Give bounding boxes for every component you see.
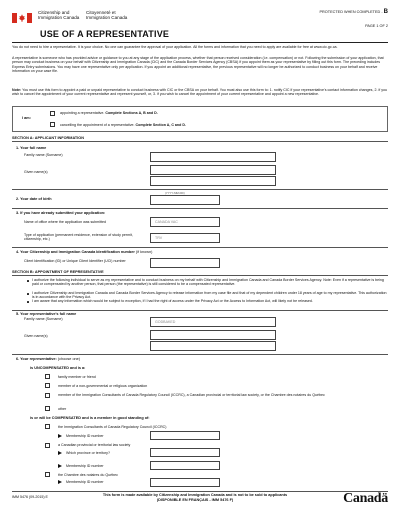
dob-field[interactable] xyxy=(150,195,220,205)
c2-label: a Canadian provincial or territorial law society xyxy=(58,443,131,447)
footer-line-2: (DISPONIBLE EN FRANÇAIS - IMM 5476 F) xyxy=(156,497,234,502)
u3-checkbox[interactable] xyxy=(45,393,50,398)
divider-q3 xyxy=(12,247,388,248)
u1-label: family member or friend xyxy=(58,375,96,379)
section-b-heading: SECTION B: APPOINTMENT OF REPRESENTATIVE xyxy=(12,270,388,276)
q6-label xyxy=(16,357,80,361)
note-text: You must use this form to appoint a paid or unpaid representative to conduct business with CIC or the CBSA on your behalf. You must also use this form to: 1. notify CIC if your representative's contact information changes, 2. if you wish to cancel the appointment of your current representative and represent yourself, or, 3. if you wish to cancel the appointment of your current representative and appoint a new representative. xyxy=(12,88,388,97)
application-type-label: Type of application (permanent residence, extension of study permit, citizenship, etc.) xyxy=(24,233,133,242)
authorization-2: I authorize Citizenship and Immigration Canada and Canada Border Services Agency to release information from my case file and that of my dependent children under 18 years of age to my representative. This authorization is in accordance with the Privacy Act. xyxy=(32,291,387,300)
office-label: Name of office where the application was submitted xyxy=(24,220,107,224)
u1-checkbox[interactable] xyxy=(45,374,50,379)
c2-membership-field[interactable] xyxy=(150,461,220,470)
client-id-field[interactable] xyxy=(150,258,220,268)
appoint-checkbox[interactable] xyxy=(50,111,55,116)
title-rule xyxy=(12,42,388,43)
q4-suffix: (if known) xyxy=(135,250,153,254)
uncompensated-label: is UNCOMPENSATED and is a: xyxy=(30,366,86,370)
q4-text: 4. Your Citizenship and Immigration Canada Identification number xyxy=(16,250,135,254)
given-names-label: Given name(s) xyxy=(24,170,48,174)
c1-checkbox[interactable] xyxy=(45,424,50,429)
authorization-1: I authorize the following individual to serve as my representative and to conduct business on my behalf with Citizenship and Immigration Canada and Canada Border Services Agency. Note: Even if a representative is being paid or compensated by another person, that person (the representative) is still considered to be a compensated representative. xyxy=(32,278,384,287)
c3-checkbox[interactable] xyxy=(45,472,50,477)
protected-level: B xyxy=(383,9,388,15)
divider-auth xyxy=(12,310,388,311)
q6-suffix: (choose one) xyxy=(57,357,81,361)
u2-checkbox[interactable] xyxy=(45,383,50,388)
u2-label: member of a non-governmental or religious organization xyxy=(58,384,148,388)
section-a-heading: SECTION A: APPLICANT INFORMATION xyxy=(12,136,388,142)
u4-checkbox[interactable] xyxy=(45,406,50,411)
cancel-option xyxy=(60,123,186,127)
c1-label: the Immigration Consultants of Canada Regulatory Council (ICCRC) xyxy=(58,425,167,429)
arrow-right-icon xyxy=(58,480,62,484)
footer-line-1: This form is made available by Citizenship and Immigration Canada and is not to be sold to applicants xyxy=(102,493,288,497)
divider-q5 xyxy=(12,354,388,355)
i-am-label: I am: xyxy=(22,116,31,120)
i-am-box xyxy=(12,106,388,132)
authorization-3: I am aware that any information which would be subject to exception, if I had the right of access under the Privacy Act or the Access to Information Act, will likely not be released. xyxy=(32,299,313,303)
given-names-field[interactable] xyxy=(150,165,276,175)
c2-membership-label: Membership ID number xyxy=(66,464,104,468)
arrow-right-icon xyxy=(58,451,62,455)
office-field[interactable]: CANADA VAC xyxy=(150,217,220,227)
application-type-field[interactable]: TRV xyxy=(150,233,220,243)
form-id: IMM 5476 (09-2015) E xyxy=(12,495,48,499)
q1-label: 1. Your full name xyxy=(16,146,47,150)
bullet xyxy=(27,301,29,303)
c3-membership-label: Membership ID number xyxy=(66,480,104,484)
protected-label xyxy=(320,9,388,15)
given-names-field-2[interactable] xyxy=(150,176,276,186)
divider-q1 xyxy=(12,189,388,190)
q2-label: 2. Your date of birth xyxy=(16,197,52,201)
dob-format-hint: (YYYY-MM-DD) xyxy=(165,191,185,195)
q3-label: 3. If you have already submitted your application: xyxy=(16,211,106,215)
rep-given-names-field-2[interactable] xyxy=(150,341,276,351)
intro-paragraph-2: A representative is someone who has provided advice or guidance to you at any stage of the application process, whether that person received consideration (i.e. compensation) or not. Following the submission of your application, that person may conduct business on your behalf with Citizenship and Immigration Canada (CIC) and the Canada Border Services Agency (CBSA) if you appoint them as your representative by filling out this form. The preceding includes Express Entry submissions. You may have one representative only per application. If you appoint an additional representative, the previous representative will no longer be authorized to conduct business on your behalf and receive information on your case file. xyxy=(12,56,384,73)
client-id-label: Client Identification (ID) or Unique Client Identifier (UCI) number xyxy=(24,259,126,263)
arrow-right-icon xyxy=(58,434,62,438)
intro-paragraph-1: You do not need to hire a representative. It is your choice. No one can guarantee the approval of your application. All the forms and information that you need to apply are available for free at www.cic.gc.ca. xyxy=(12,45,338,49)
department-name-fr xyxy=(86,10,127,21)
c1-membership-field[interactable] xyxy=(150,431,220,440)
dept-fr-line1: Citoyenneté et xyxy=(86,10,116,15)
footer-rule xyxy=(12,491,388,492)
c3-label: the Chambre des notaires du Québec xyxy=(58,473,118,477)
page-number: PAGE 1 OF 2 xyxy=(365,24,388,28)
q4-label xyxy=(16,250,152,254)
u4-label: other xyxy=(58,407,67,411)
rep-given-names-field[interactable] xyxy=(150,330,276,340)
canada-flag-icon xyxy=(12,10,32,20)
q6-text: 6. Your representative: xyxy=(16,357,57,361)
footer-note xyxy=(90,493,300,502)
note-label: Note: xyxy=(12,88,22,92)
appoint-option xyxy=(60,111,158,115)
canada-wordmark: Canadä xyxy=(343,491,388,506)
bullet xyxy=(27,280,29,282)
intro-note xyxy=(12,88,388,97)
c2-province-field[interactable] xyxy=(150,448,220,457)
dept-en-line1: Citizenship and xyxy=(38,10,70,15)
cancel-option-instruction: Complete Section A, C and D. xyxy=(135,123,186,127)
appoint-option-instruction: Complete Sections A, B and D. xyxy=(105,111,158,115)
c2-checkbox[interactable] xyxy=(45,443,50,448)
c1-membership-label: Membership ID number xyxy=(66,434,104,438)
department-name-en xyxy=(38,10,79,21)
u3-label: member of the Immigration Consultants of Canada Regulatory Council (ICCRC), a Canadian provincial or territorial law society, or the Chambre des notaires du Québec xyxy=(58,393,325,397)
divider-q2 xyxy=(12,208,388,209)
family-name-label: Family name (Surname) xyxy=(24,153,63,157)
c3-membership-field[interactable] xyxy=(150,478,220,487)
bullet xyxy=(27,293,29,295)
appoint-option-text: appointing a representative. xyxy=(60,111,105,115)
q5-label: 5. Your representative's full name xyxy=(16,312,77,316)
compensated-label: is or will be COMPENSATED and is a member in good standing of: xyxy=(30,416,150,420)
cancel-option-text: cancelling the appointment of a representative. xyxy=(60,123,135,127)
dept-en-line2: Immigration Canada xyxy=(38,15,80,21)
cancel-checkbox[interactable] xyxy=(50,122,55,127)
page-title: USE OF A REPRESENTATIVE xyxy=(40,29,170,39)
rep-given-names-label: Given name(s) xyxy=(24,334,48,338)
family-name-field[interactable] xyxy=(150,152,276,162)
rep-family-name-label: Family name (Surname) xyxy=(24,317,63,321)
rep-family-name-field[interactable]: GODBAKED xyxy=(150,317,276,327)
arrow-right-icon xyxy=(58,464,62,468)
protected-text: PROTECTED WHEN COMPLETED - xyxy=(319,10,383,14)
dept-fr-line2: Immigration Canada xyxy=(86,15,128,21)
c2-province-label: Which province or territory? xyxy=(66,451,110,455)
